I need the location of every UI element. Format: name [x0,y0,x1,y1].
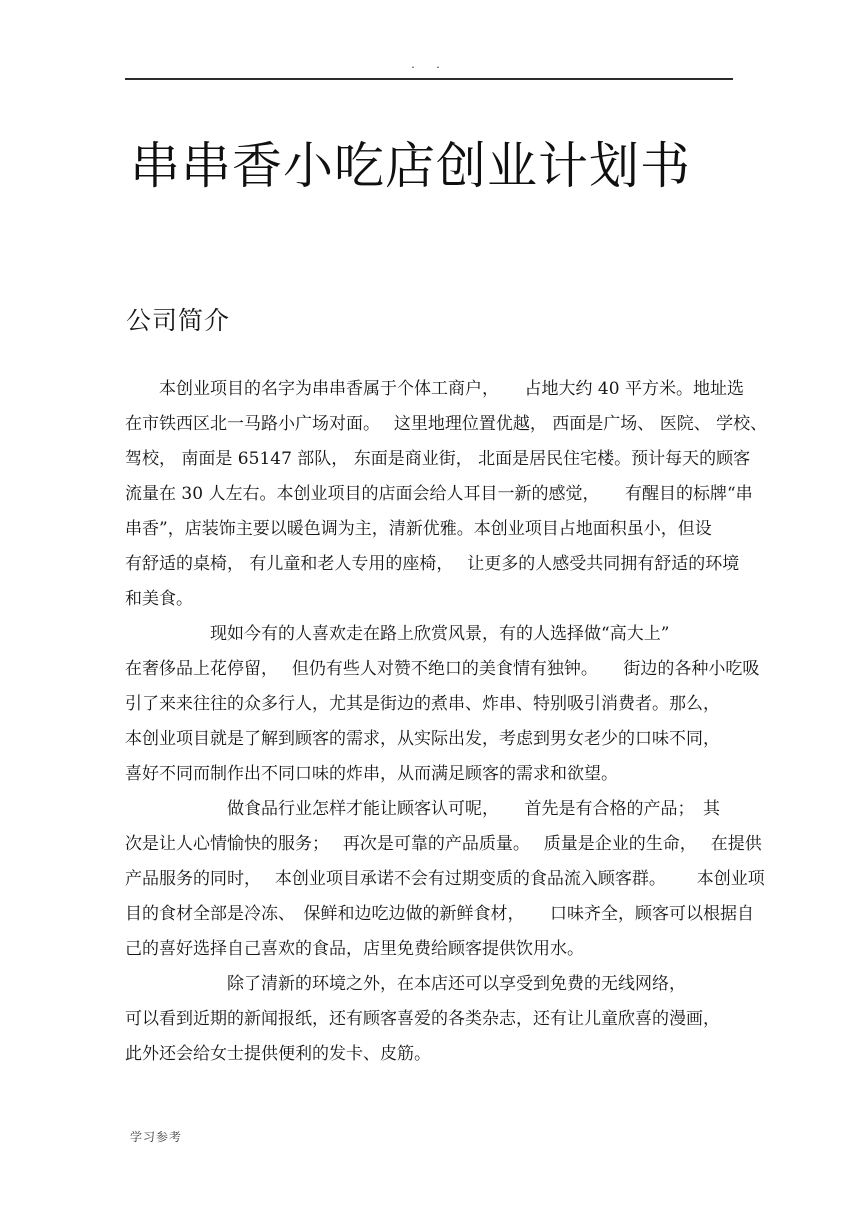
text-line: 驾校， 南面是 65147 部队， 东面是商业街， 北面是居民住宅楼。预计每天的顾客 [125,449,751,469]
text-line: 产品服务的同时， 本创业项目承诺不会有过期变质的食品流入顾客群。 本创业项 [125,869,765,889]
text-line: 目的食材全部是冷冻、 保鲜和边吃边做的新鲜食材， 口味齐全，顾客可以根据自 [125,904,754,924]
section-heading: 公司简介 [126,306,231,335]
text-line: 己的喜好选择自己喜欢的食品，店里免费给顾客提供饮用水。 [125,939,584,959]
text-line: 在市铁西区北一马路小广场对面。 这里地理位置优越， 西面是广场、 医院、 学校、 [125,414,768,434]
document-title: 串串香小吃店创业计划书 [130,137,691,195]
text-line: 和美食。 [125,589,193,609]
text-line: 现如今有的人喜欢走在路上欣赏风景，有的人选择做“高大上” [125,624,670,644]
text-line: 除了清新的环境之外，在本店还可以享受到免费的无线网络， [125,974,686,994]
text-line: 有舒适的桌椅， 有儿童和老人专用的座椅， 让更多的人感受共同拥有舒适的环境 [125,554,740,574]
text-line: 次是让人心情愉快的服务； 再次是可靠的产品质量。 质量是企业的生命， 在提供 [125,834,762,854]
footer-note: 学习参考 [130,1130,183,1144]
header-dots: . . [411,58,449,71]
header-rule [125,78,733,80]
text-line: 本创业项目就是了解到顾客的需求，从实际出发，考虑到男女老少的口味不同， [125,729,720,749]
document-body [125,372,768,1072]
text-line: 可以看到近期的新闻报纸，还有顾客喜爱的各类杂志，还有让儿童欣喜的漫画， [125,1009,720,1029]
text-line: 引了来来往往的众多行人，尤其是街边的煮串、炸串、特别吸引消费者。那么， [125,694,720,714]
text-line: 此外还会给女士提供便利的发卡、皮筋。 [125,1044,431,1064]
text-line: 做食品行业怎样才能让顾客认可呢， 首先是有合格的产品； 其 [125,799,720,819]
text-line: 喜好不同而制作出不同口味的炸串，从而满足顾客的需求和欲望。 [125,764,618,784]
text-line: 在奢侈品上花停留， 但仍有些人对赞不绝口的美食情有独钟。 街边的各种小吃吸 [125,659,760,679]
text-line: 流量在 30 人左右。本创业项目的店面会给人耳目一新的感觉， 有醒目的标牌“串 [125,484,753,504]
text-line: 串香”，店装饰主要以暖色调为主，清新优雅。本创业项目占地面积虽小，但设 [125,519,712,539]
text-line: 本创业项目的名字为串串香属于个体工商户， 占地大约 40 平方米。地址选 [125,379,744,399]
